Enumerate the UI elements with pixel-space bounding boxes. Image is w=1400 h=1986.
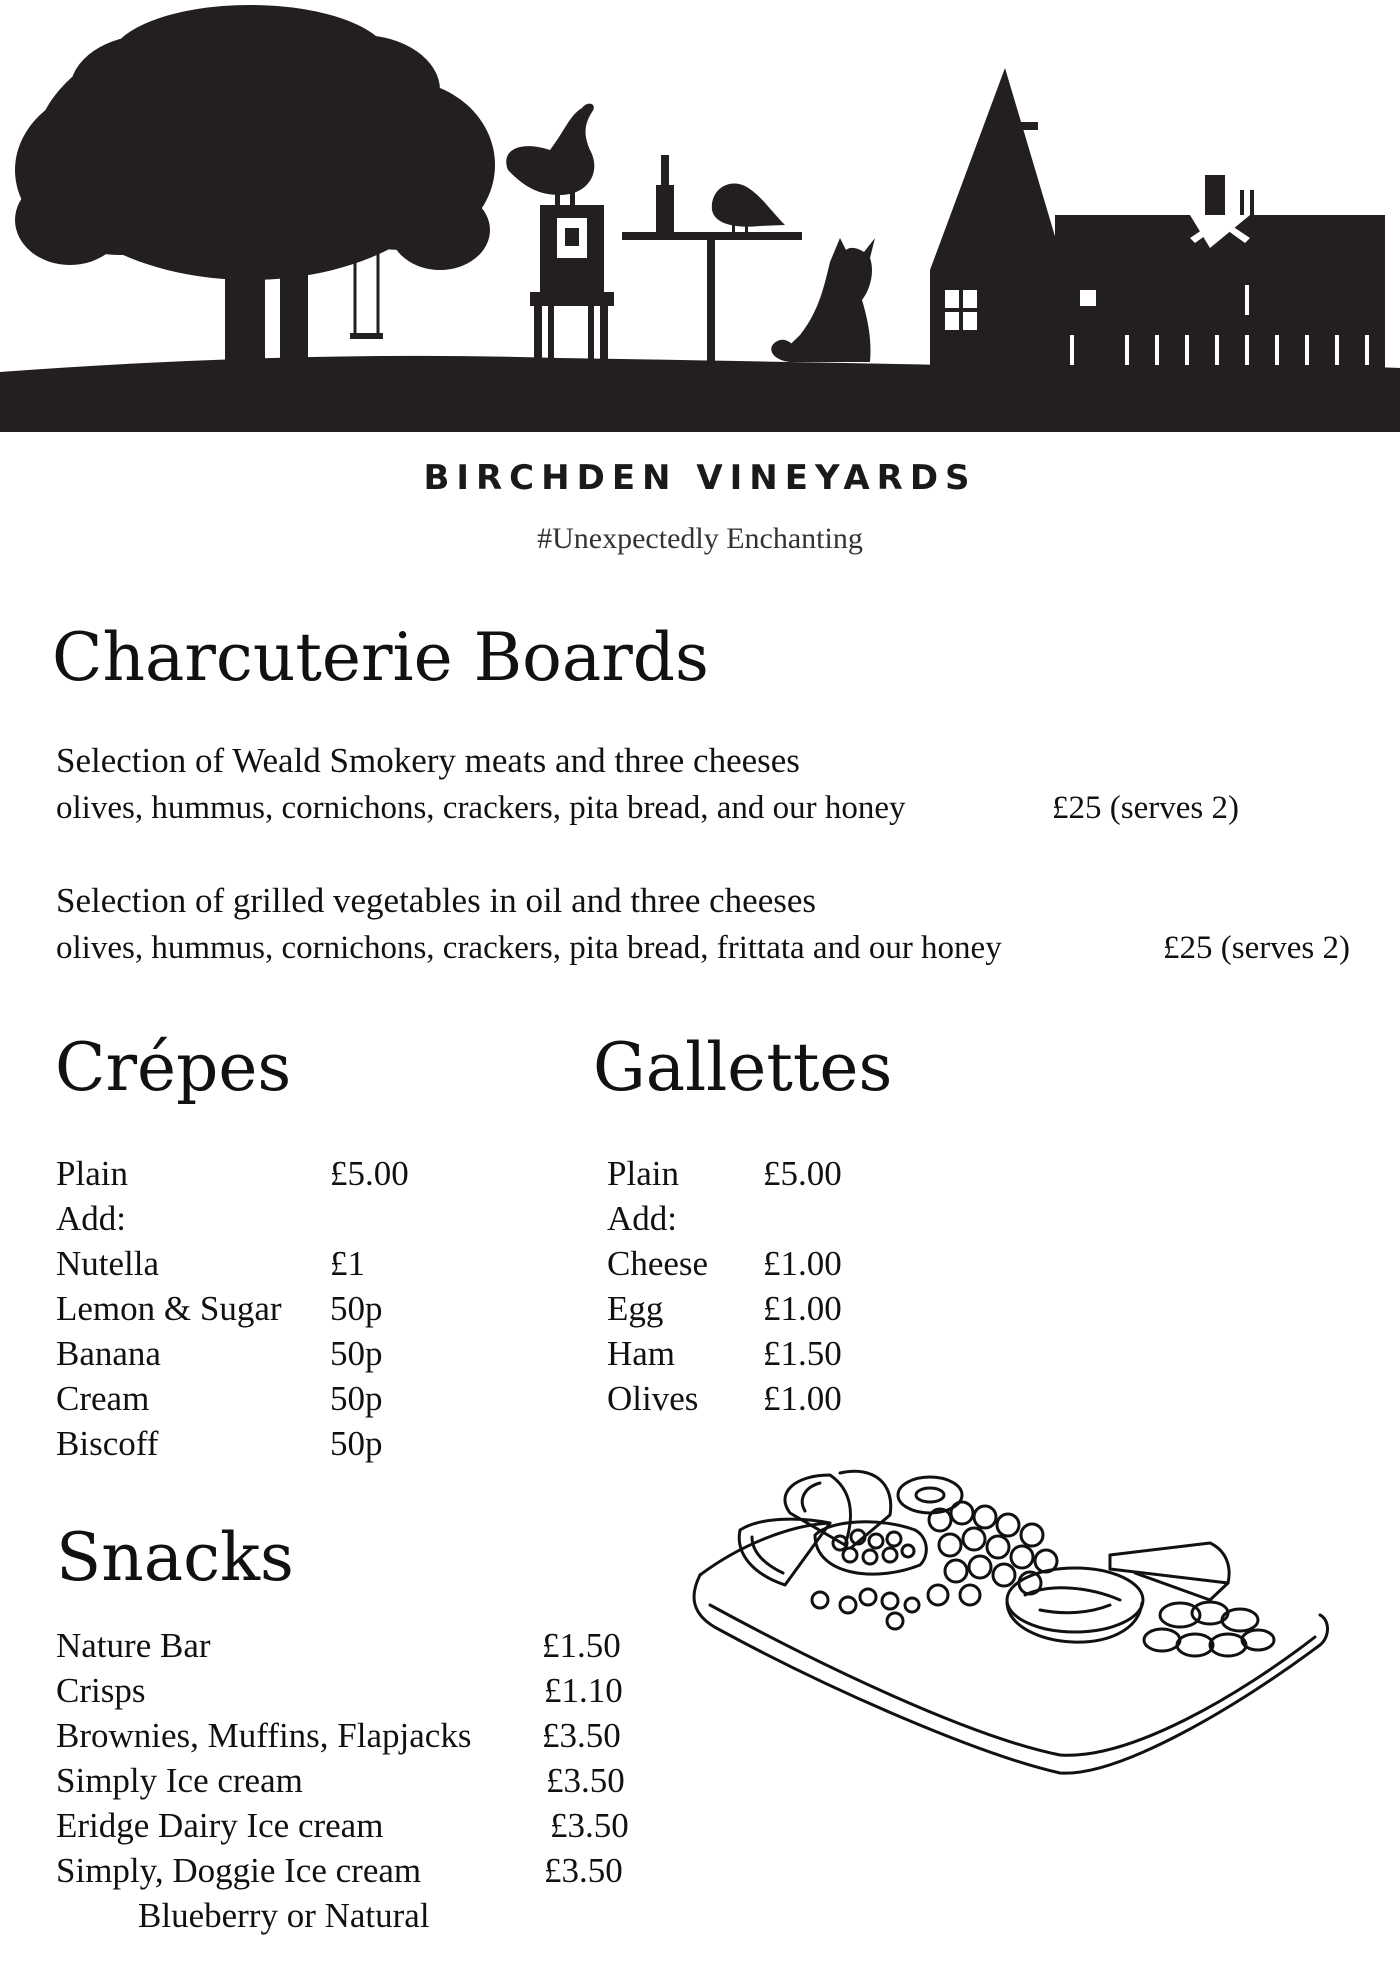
- charcuterie-item-1-price: £25 (serves 2): [1052, 790, 1239, 826]
- oast-house-icon: [930, 68, 1065, 372]
- snacks-item-name: Eridge Dairy Ice cream: [56, 1806, 384, 1845]
- crepes-item-name: Plain: [56, 1154, 128, 1193]
- gallettes-item-name: Ham: [607, 1334, 676, 1373]
- snacks-item-name: Crisps: [56, 1671, 146, 1710]
- crepes-item-name: Nutella: [56, 1244, 160, 1283]
- brand-name: BIRCHDEN VINEYARDS: [423, 458, 977, 498]
- crepes-item-price: £5.00: [330, 1154, 409, 1193]
- fox-icon: [771, 238, 875, 362]
- gallettes-item-price: £1.00: [763, 1379, 842, 1418]
- crepes-item-price: 50p: [330, 1424, 383, 1463]
- table-with-bottle-and-bird-icon: [622, 155, 802, 370]
- snacks-item-price: £1.10: [544, 1671, 623, 1710]
- charcuterie-item-2-name: Selection of grilled vegetables in oil and three cheeses: [56, 881, 817, 920]
- charcuterie-heading: Charcuterie Boards: [52, 619, 709, 696]
- snacks-item-note: Blueberry or Natural: [138, 1896, 430, 1935]
- snacks-item-name: Simply, Doggie Ice cream: [56, 1851, 422, 1890]
- snacks-heading: Snacks: [56, 1519, 294, 1596]
- gallettes-item-price: £1.00: [763, 1244, 842, 1283]
- snacks-item-price: £3.50: [546, 1761, 625, 1800]
- charcuterie-board-illustration: [680, 1455, 1340, 1780]
- hummus-bowl-icon: [1007, 1568, 1143, 1632]
- crepes-item-name: Banana: [56, 1334, 161, 1373]
- crepes-item-price: £1: [330, 1244, 365, 1283]
- crepes-item-name: Add:: [56, 1199, 126, 1238]
- crepes-heading: Crépes: [55, 1029, 292, 1106]
- crepes-item-price: 50p: [330, 1289, 383, 1328]
- charcuterie-item-2-price: £25 (serves 2): [1163, 930, 1350, 966]
- barn-icon: [1055, 175, 1385, 372]
- crackers-icon: [1144, 1602, 1274, 1656]
- charcuterie-item-1-details: olives, hummus, cornichons, crackers, pita bread, and our honey: [56, 790, 906, 826]
- snacks-item-name: Brownies, Muffins, Flapjacks: [56, 1716, 472, 1755]
- gallettes-item-name: Olives: [607, 1379, 699, 1418]
- crepes-item-price: 50p: [330, 1379, 383, 1418]
- gallettes-heading: Gallettes: [593, 1029, 893, 1106]
- snacks-item-price: £3.50: [544, 1851, 623, 1890]
- gallettes-item-name: Add:: [607, 1199, 677, 1238]
- snacks-item-name: Nature Bar: [56, 1626, 211, 1665]
- snacks-item-name: Simply Ice cream: [56, 1761, 303, 1800]
- snacks-item-price: £3.50: [550, 1806, 629, 1845]
- cheese-wedge-icon: [1110, 1543, 1229, 1583]
- crepes-item-price: 50p: [330, 1334, 383, 1373]
- gallettes-item-price: £1.50: [763, 1334, 842, 1373]
- gallettes-item-price: £1.00: [763, 1289, 842, 1328]
- crepes-item-name: Lemon & Sugar: [56, 1289, 282, 1328]
- gallettes-item-name: Egg: [607, 1289, 664, 1328]
- gallettes-item-name: Plain: [607, 1154, 679, 1193]
- countryside-silhouette-banner: [0, 0, 1400, 432]
- snacks-item-price: £1.50: [542, 1626, 621, 1665]
- snacks-item-price: £3.50: [542, 1716, 621, 1755]
- crepes-item-name: Cream: [56, 1379, 150, 1418]
- gallettes-item-price: £5.00: [763, 1154, 842, 1193]
- goose-on-chair-icon: [506, 104, 614, 368]
- crepes-item-name: Biscoff: [56, 1424, 159, 1463]
- charcuterie-item-1-name: Selection of Weald Smokery meats and three cheeses: [56, 741, 800, 780]
- brand-tagline: #Unexpectedly Enchanting: [537, 522, 863, 555]
- charcuterie-item-2-details: olives, hummus, cornichons, crackers, pita bread, frittata and our honey: [56, 930, 1002, 966]
- oak-tree-icon: [15, 5, 495, 370]
- gallettes-item-name: Cheese: [607, 1244, 709, 1283]
